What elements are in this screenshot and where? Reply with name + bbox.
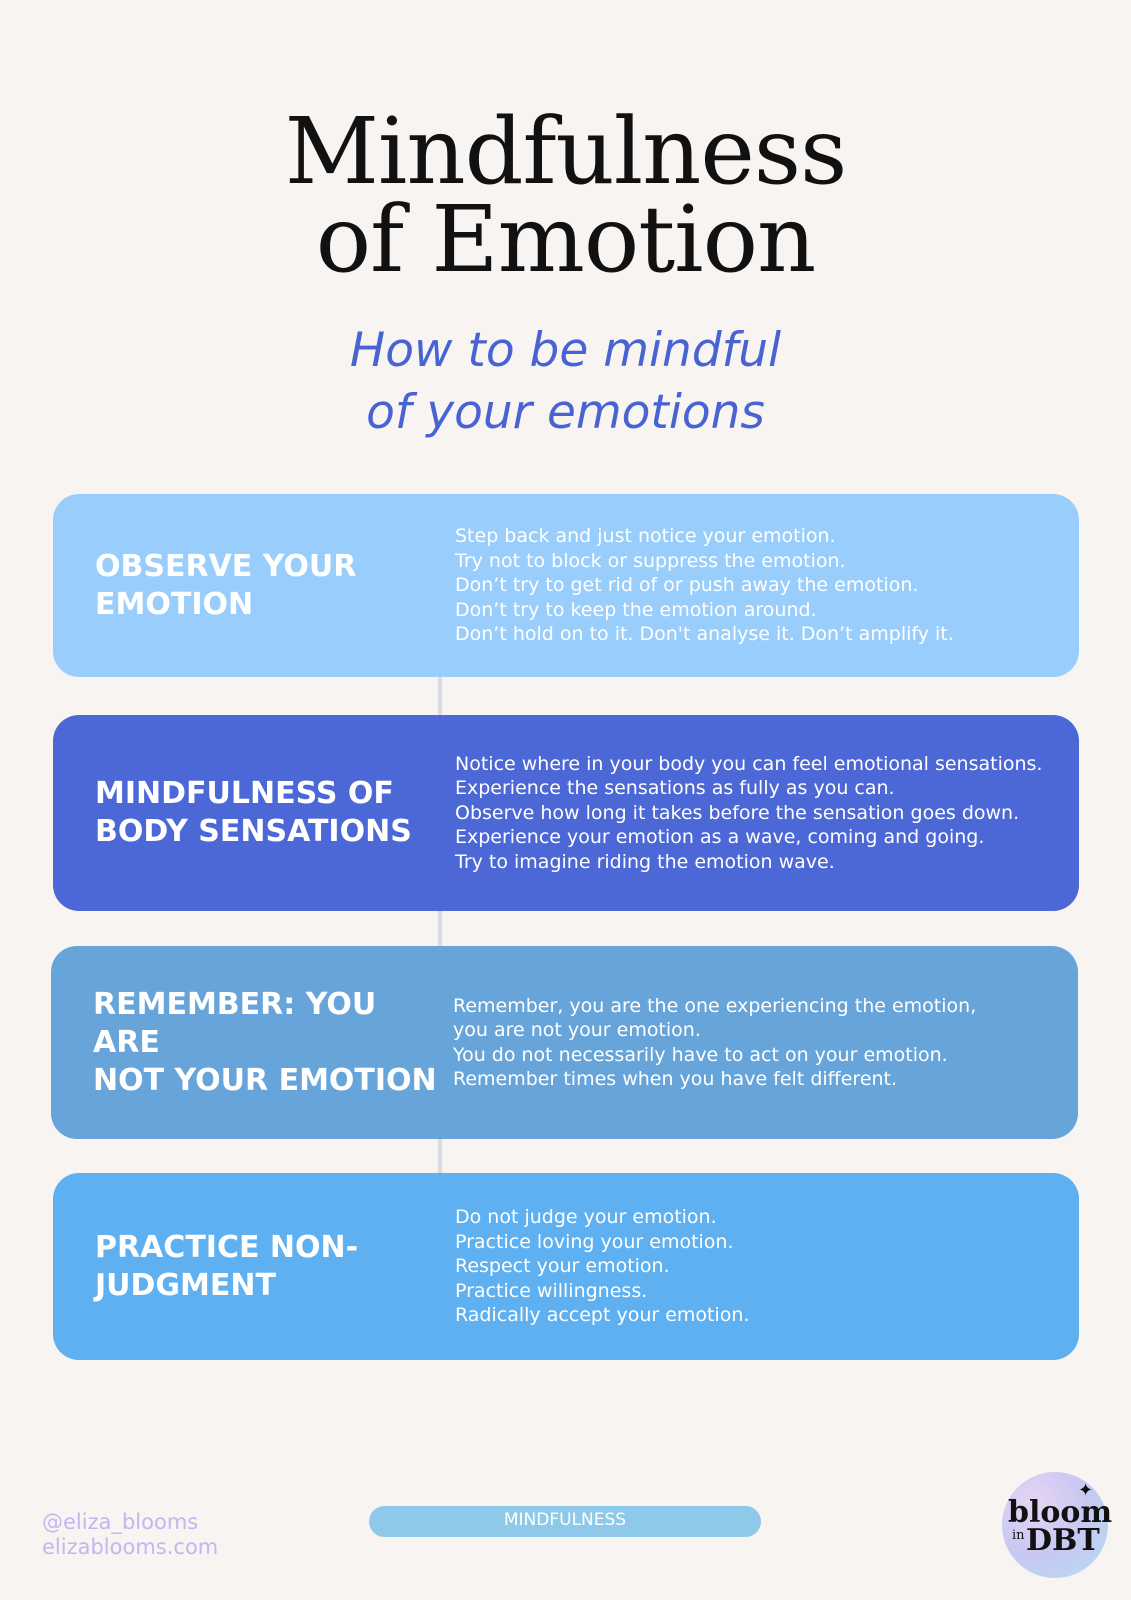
card-heading-line: JUDGMENT	[95, 1267, 276, 1303]
card-body-line: Radically accept your emotion.	[455, 1304, 750, 1327]
card-body	[455, 715, 1061, 911]
card-body-line: Remember times when you have felt different.	[453, 1068, 898, 1090]
card-body-line: Respect your emotion.	[455, 1255, 670, 1278]
card-body-line: Notice where in your body you can feel emotional sensations.	[455, 752, 1043, 775]
page-title	[0, 98, 1131, 293]
bloom-in-dbt-logo	[1002, 1472, 1113, 1578]
card-heading	[51, 946, 437, 1139]
subtitle-line-1: How to be mindful	[349, 323, 782, 378]
social-handle: @eliza_blooms	[42, 1510, 199, 1534]
card-body-line: Step back and just notice your emotion.	[455, 525, 836, 548]
logo-word-bloom: bloom	[1008, 1495, 1113, 1530]
card-non-judgment	[53, 1173, 1079, 1360]
card-body-line: Experience your emotion as a wave, coming and going.	[455, 826, 985, 849]
title-line-2: of Emotion	[315, 186, 816, 293]
card-body-line: Don’t try to keep the emotion around.	[455, 598, 817, 621]
card-body-line: Practice willingness.	[455, 1279, 648, 1302]
card-body	[455, 1173, 1061, 1360]
category-pill: MINDFULNESS	[369, 1506, 761, 1537]
sparkle-icon: ✦	[1078, 1480, 1094, 1500]
card-heading	[53, 1173, 439, 1360]
card-heading-line: NOT YOUR EMOTION	[93, 1062, 437, 1098]
card-body-line: Don’t hold on to it. Don't analyse it. Don’t amplify it.	[455, 623, 954, 646]
card-body-line: Observe how long it takes before the sensation goes down.	[455, 801, 1020, 824]
card-not-your-emotion	[51, 946, 1078, 1139]
card-body	[453, 946, 1060, 1139]
card-heading-line: REMEMBER: YOU ARE	[93, 986, 377, 1060]
card-body-line: Remember, you are the one experiencing the emotion,	[453, 994, 977, 1017]
card-observe	[53, 494, 1079, 677]
logo-word-in: in	[1012, 1528, 1025, 1543]
website-link[interactable]: elizablooms.com	[42, 1535, 219, 1559]
card-heading-line: MINDFULNESS OF	[95, 776, 394, 811]
footer-credits	[42, 1510, 218, 1560]
card-body-line: You do not necessarily have to act on your emotion.	[453, 1043, 948, 1066]
card-heading-line: PRACTICE NON-	[95, 1229, 359, 1265]
card-body-line: you are not your emotion.	[453, 1019, 701, 1041]
card-heading-line: OBSERVE YOUR	[95, 548, 357, 584]
card-body-line: Experience the sensations as fully as you can.	[455, 777, 895, 800]
title-line-1: Mindfulness	[284, 98, 847, 205]
card-body-line: Do not judge your emotion.	[455, 1206, 717, 1229]
card-body-sensations	[53, 715, 1079, 911]
card-heading-line: BODY SENSATIONS	[95, 814, 412, 849]
card-body-line: Try to imagine riding the emotion wave.	[455, 850, 835, 873]
card-body-line: Practice loving your emotion.	[455, 1230, 734, 1253]
logo-word-dbt: DBT	[1026, 1523, 1100, 1558]
card-body	[455, 494, 1061, 677]
card-body-line: Try not to block or suppress the emotion.	[455, 549, 846, 572]
subtitle-line-2: of your emotions	[366, 385, 765, 440]
card-heading	[53, 494, 439, 677]
card-body-line: Don’t try to get rid of or push away the emotion.	[455, 574, 919, 597]
subtitle	[0, 320, 1131, 444]
card-heading	[53, 715, 439, 911]
card-heading-line: EMOTION	[95, 586, 254, 622]
